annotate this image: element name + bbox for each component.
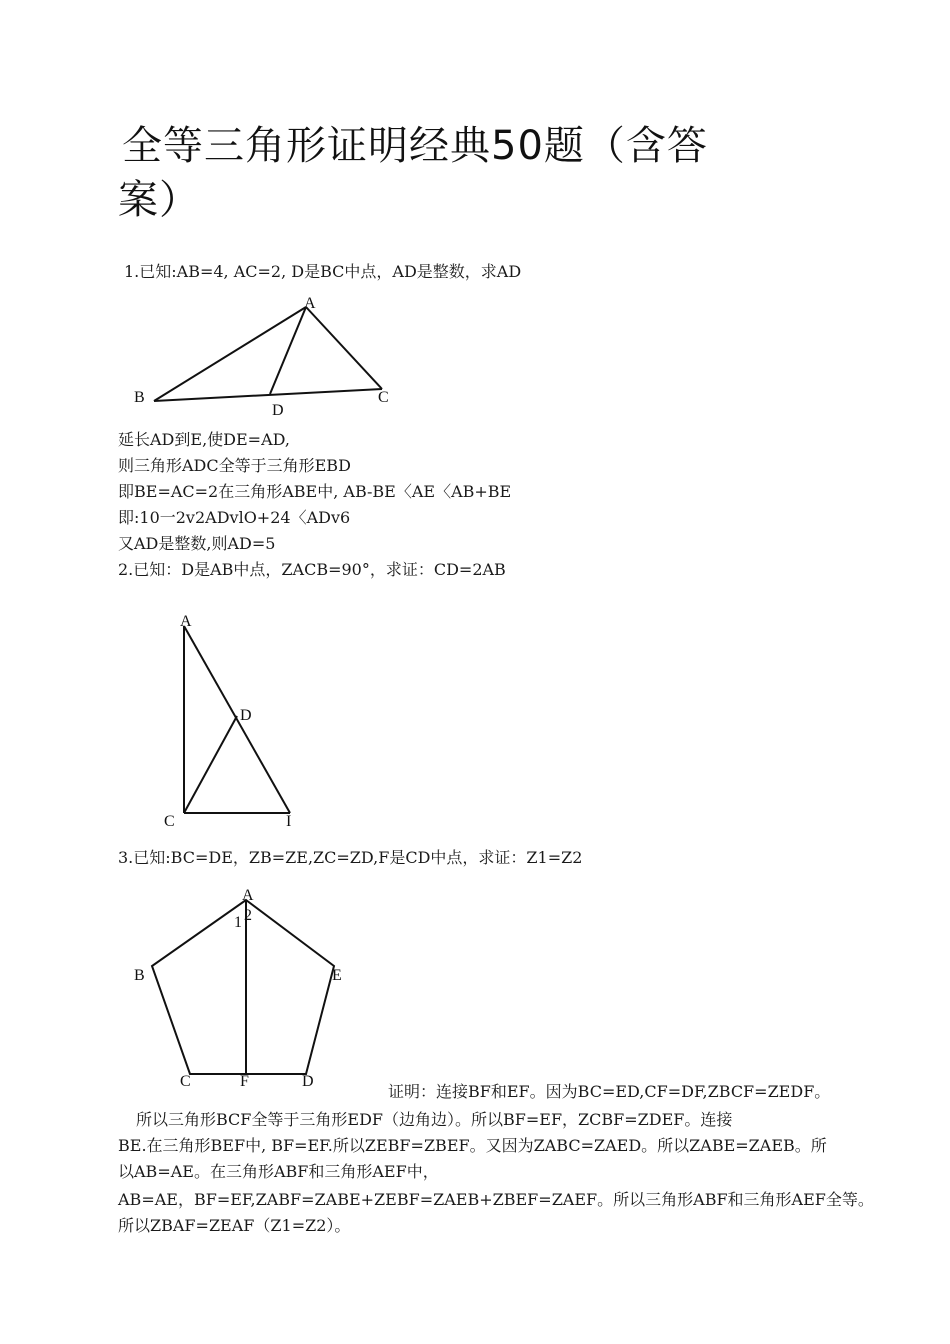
vertex-label-a: A: [242, 887, 254, 904]
problem1-solution-line-3: 即BE=AC=2在三角形ABE中, AB-BE〈AE〈AB+BE: [118, 482, 512, 501]
problem3-proof-line-2: 所以三角形BCF全等于三角形EDF（边角边）。所以BF=EF，ZCBF=ZDEF。连接: [136, 1110, 733, 1129]
problem3-proof-line-4: 以AB=AE。在三角形ABF和三角形AEF中，: [118, 1162, 439, 1181]
problem2-statement: 2.已知：D是AB中点，ZACB=90°，求证：CD=2AB: [118, 560, 506, 579]
angle-label-1: 1: [234, 914, 242, 931]
segment-ab: [154, 307, 306, 401]
problem1-solution-line-2: 则三角形ADC全等于三角形EBD: [118, 456, 351, 475]
segment-bc: [154, 389, 382, 401]
problem3-proof-line-6: 所以ZBAF=ZEAF（Z1=Z2）。: [118, 1216, 351, 1235]
vertex-label-a: A: [180, 613, 192, 630]
problem3-statement: 3.已知:BC=DE，ZB=ZE,ZC=ZD,F是CD中点，求证：Z1=Z2: [118, 848, 583, 867]
vertex-label-c: C: [180, 1073, 191, 1090]
vertex-label-c: C: [378, 389, 389, 406]
problem1-triangle-diagram: [120, 290, 400, 422]
problem3-proof-line-1: 证明：连接BF和EF。因为BC=ED,CF=DF,ZBCF=ZEDF。: [388, 1082, 831, 1101]
pentagon-abcde: [152, 900, 334, 1074]
vertex-label-b: I: [286, 813, 292, 830]
angle-label-2: 2: [244, 907, 252, 924]
segment-cd: [184, 716, 237, 813]
problem1-statement: 1.已知:AB=4, AC=2, D是BC中点，AD是整数，求AD: [124, 262, 522, 281]
problem2-right-triangle-diagram: [150, 608, 310, 834]
vertex-label-d: D: [272, 402, 284, 419]
problem1-solution-line-1: 延长AD到E,使DE=AD,: [118, 430, 290, 449]
problem3-proof-line-3: BE.在三角形BEF中, BF=EF.所以ZEBF=ZBEF。又因为ZABC=ZAED。所以ZABE=ZAEB。所: [118, 1136, 827, 1155]
problem3-pentagon-diagram: [120, 882, 360, 1092]
segment-ac: [306, 307, 382, 389]
segment-ad: [270, 307, 306, 394]
vertex-label-a: A: [304, 295, 316, 312]
page-title-line1: 全等三角形证明经典50题（含答: [122, 123, 708, 169]
problem1-solution-line-4: 即:10一2v2ADvlO+24〈ADv6: [118, 508, 351, 527]
problem3-proof-line-5: AB=AE，BF=EF,ZABF=ZABE+ZEBF=ZAEB+ZBEF=ZAEF。所以三角形ABF和三角形AEF全等。: [118, 1190, 874, 1209]
vertex-label-f: F: [240, 1073, 249, 1090]
vertex-label-b: B: [134, 967, 145, 984]
page-title-line2: 案）: [118, 177, 200, 223]
problem1-solution-line-5: 又AD是整数,则AD=5: [118, 534, 276, 553]
vertex-label-e: E: [332, 967, 342, 984]
vertex-label-c: C: [164, 813, 175, 830]
vertex-label-d: D: [302, 1073, 314, 1090]
vertex-label-b: B: [134, 389, 145, 406]
vertex-label-d: D: [240, 707, 252, 724]
